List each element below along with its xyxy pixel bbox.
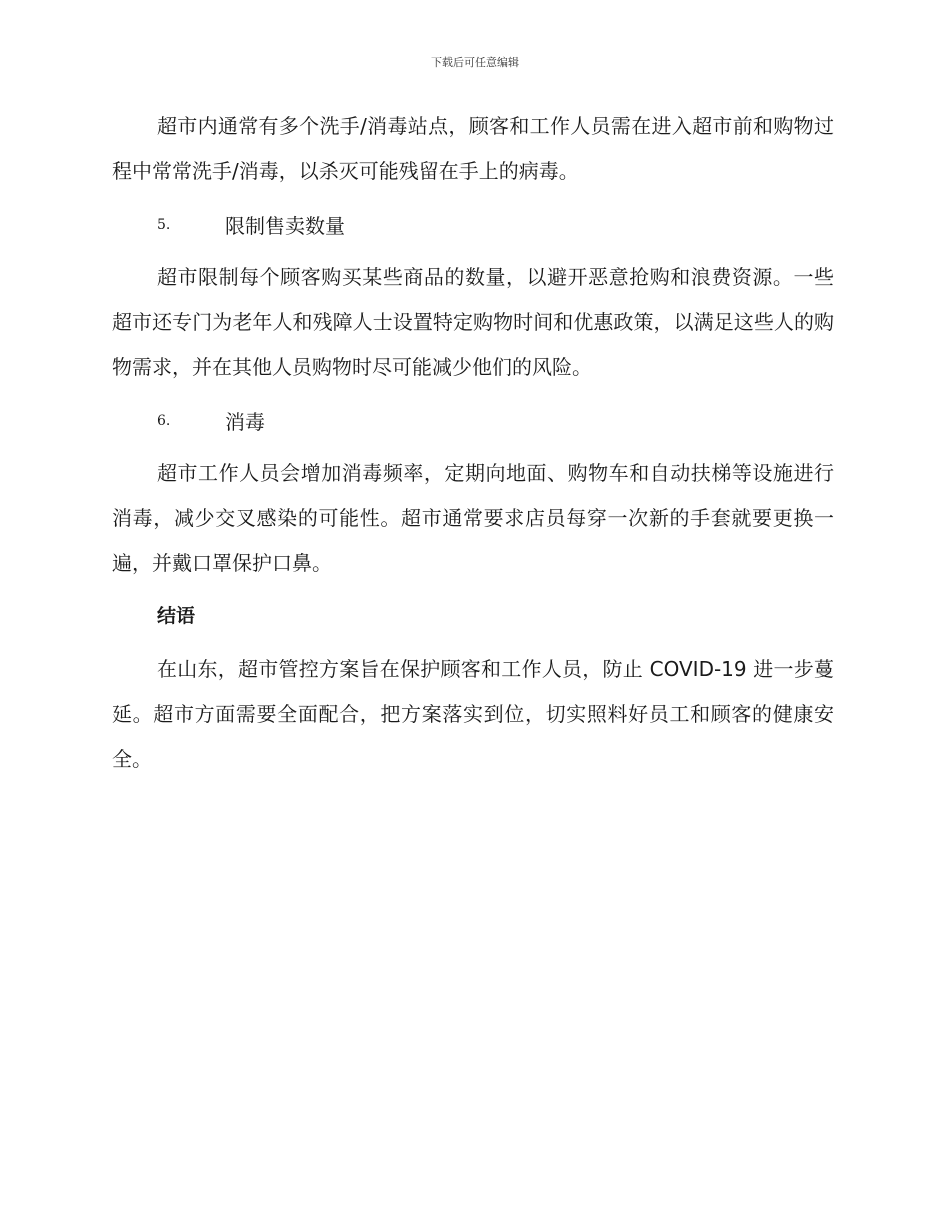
paragraph-handwash: 超市内通常有多个洗手/消毒站点，顾客和工作人员需在进入超市前和购物过程中常常洗手/消毒，以杀灭可能残留在手上的病毒。 xyxy=(112,114,834,183)
page-header-note: 下载后可任意编辑 xyxy=(431,56,519,69)
conclusion-heading: 结语 xyxy=(157,605,196,627)
paragraph-limit-sales: 超市限制每个顾客购买某些商品的数量，以避开恶意抢购和浪费资源。一些超市还专门为老年人和残障人士设置特定购物时间和优惠政策，以满足这些人的购物需求，并在其他人员购物时尽可能减少他们的风险。 xyxy=(112,265,834,379)
numbered-heading-5 xyxy=(112,202,834,247)
document-body xyxy=(112,104,834,790)
list-number: 6. xyxy=(157,412,171,429)
list-heading-text: 限制售卖数量 xyxy=(225,214,345,238)
numbered-heading-6 xyxy=(112,398,834,443)
paragraph-conclusion: 在山东，超市管控方案旨在保护顾客和工作人员，防止 COVID-19 进一步蔓延。超市方面需要全面配合，把方案落实到位，切实照料好员工和顾客的健康安全。 xyxy=(112,657,834,771)
list-number: 5. xyxy=(157,216,171,233)
list-heading-text: 消毒 xyxy=(225,410,265,434)
paragraph-disinfect: 超市工作人员会增加消毒频率，定期向地面、购物车和自动扶梯等设施进行消毒，减少交叉感染的可能性。超市通常要求店员每穿一次新的手套就要更换一遍，并戴口罩保护口鼻。 xyxy=(112,461,834,575)
